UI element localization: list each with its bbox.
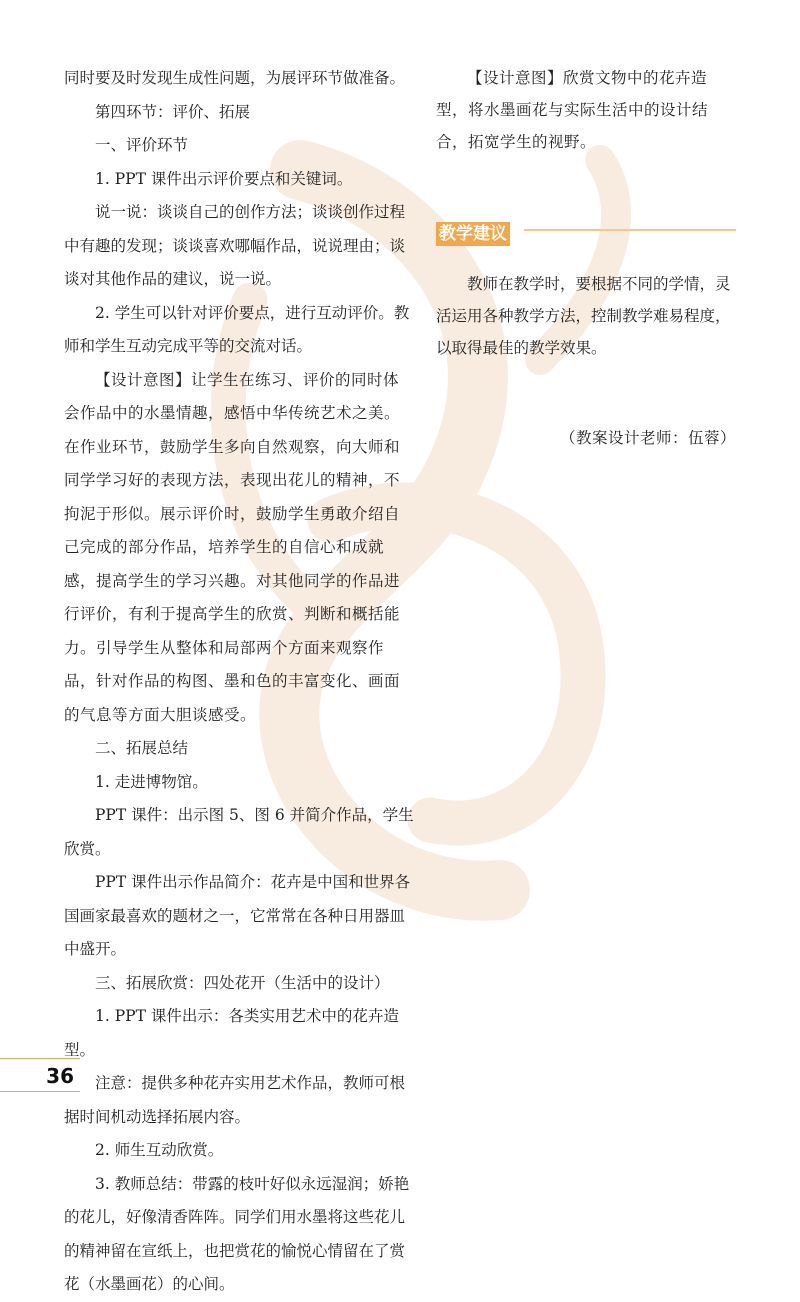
page-number: 36: [0, 1058, 80, 1092]
design-intent-paragraph: 【设计意图】让学生在练习、评价的同时体会作品中的水墨情趣，感悟中华传统艺术之美。在作业环节，鼓励学生多向自然观察，向大师和同学学习好的表现方法，表现出花儿的精神，不拘泥于形似。展示评价时，鼓励学生勇敢介绍自己完成的部分作品，培养学生的自信心和成就感，提高学生的学习兴趣。对其他同学的作品进行评价，有利于提高学生的欣赏、判断和概括能力。引导学生从整体和局部两个方面来观察作品，针对作品的构图、墨和色的丰富变化、画面的气息等方面大胆谈感受。: [64, 370, 401, 724]
paragraph: 1. 走进博物馆。: [95, 772, 208, 791]
subheading: 二、拓展总结: [95, 739, 189, 757]
paragraph: PPT 课件出示作品简介：花卉是中国和世界各国画家最喜欢的题材之一，它常常在各种日用器皿中盛开。: [64, 873, 411, 958]
subheading: 一、评价环节: [95, 136, 189, 154]
paragraph: 同时要及时发现生成性问题，为展评环节做准备。: [64, 69, 406, 87]
author-credit: （教案设计老师：伍蓉）: [559, 429, 736, 447]
right-column: [436, 62, 736, 454]
paragraph: 说一说：谈谈自己的创作方法；谈谈创作过程中有趣的发现；谈谈喜欢哪幅作品，说说理由；谈谈对其他作品的建议，说一说。: [64, 203, 406, 288]
design-intent-paragraph: 【设计意图】欣赏文物中的花卉造型，将水墨画花与实际生活中的设计结合，拓宽学生的视野。: [436, 69, 709, 151]
suggestion-paragraph: 教师在教学时，要根据不同的学情，灵活运用各种教学方法，控制教学难易程度，以取得最佳的教学效果。: [436, 275, 731, 357]
paragraph: 1. PPT 课件出示：各类实用艺术中的花卉造型。: [64, 1007, 399, 1059]
left-column: [64, 62, 414, 1302]
section-header: [436, 216, 736, 248]
section-rule: [524, 229, 736, 231]
section-heading: 第四环节：评价、拓展: [95, 102, 251, 121]
paragraph: 注意：提供多种花卉实用艺术作品，教师可根据时间机动选择拓展内容。: [64, 1074, 406, 1126]
paragraph: 2. 学生可以针对评价要点，进行互动评价。教师和学生互动完成平等的交流对话。: [64, 303, 410, 355]
section-title: 教学建议: [436, 222, 510, 246]
paragraph: PPT 课件：出示图 5、图 6 并简介作品，学生欣赏。: [64, 806, 414, 858]
paragraph: 2. 师生互动欣赏。: [95, 1141, 224, 1159]
subheading: 三、拓展欣赏：四处花开（生活中的设计）: [95, 973, 390, 992]
paragraph: 1. PPT 课件出示评价要点和关键词。: [95, 169, 353, 188]
paragraph: 3. 教师总结：带露的枝叶好似永远湿润；娇艳的花儿，好像清香阵阵。同学们用水墨将这些花儿的精神留在宣纸上，也把赏花的愉悦心情留在了赏花（水墨画花）的心间。: [64, 1174, 410, 1293]
